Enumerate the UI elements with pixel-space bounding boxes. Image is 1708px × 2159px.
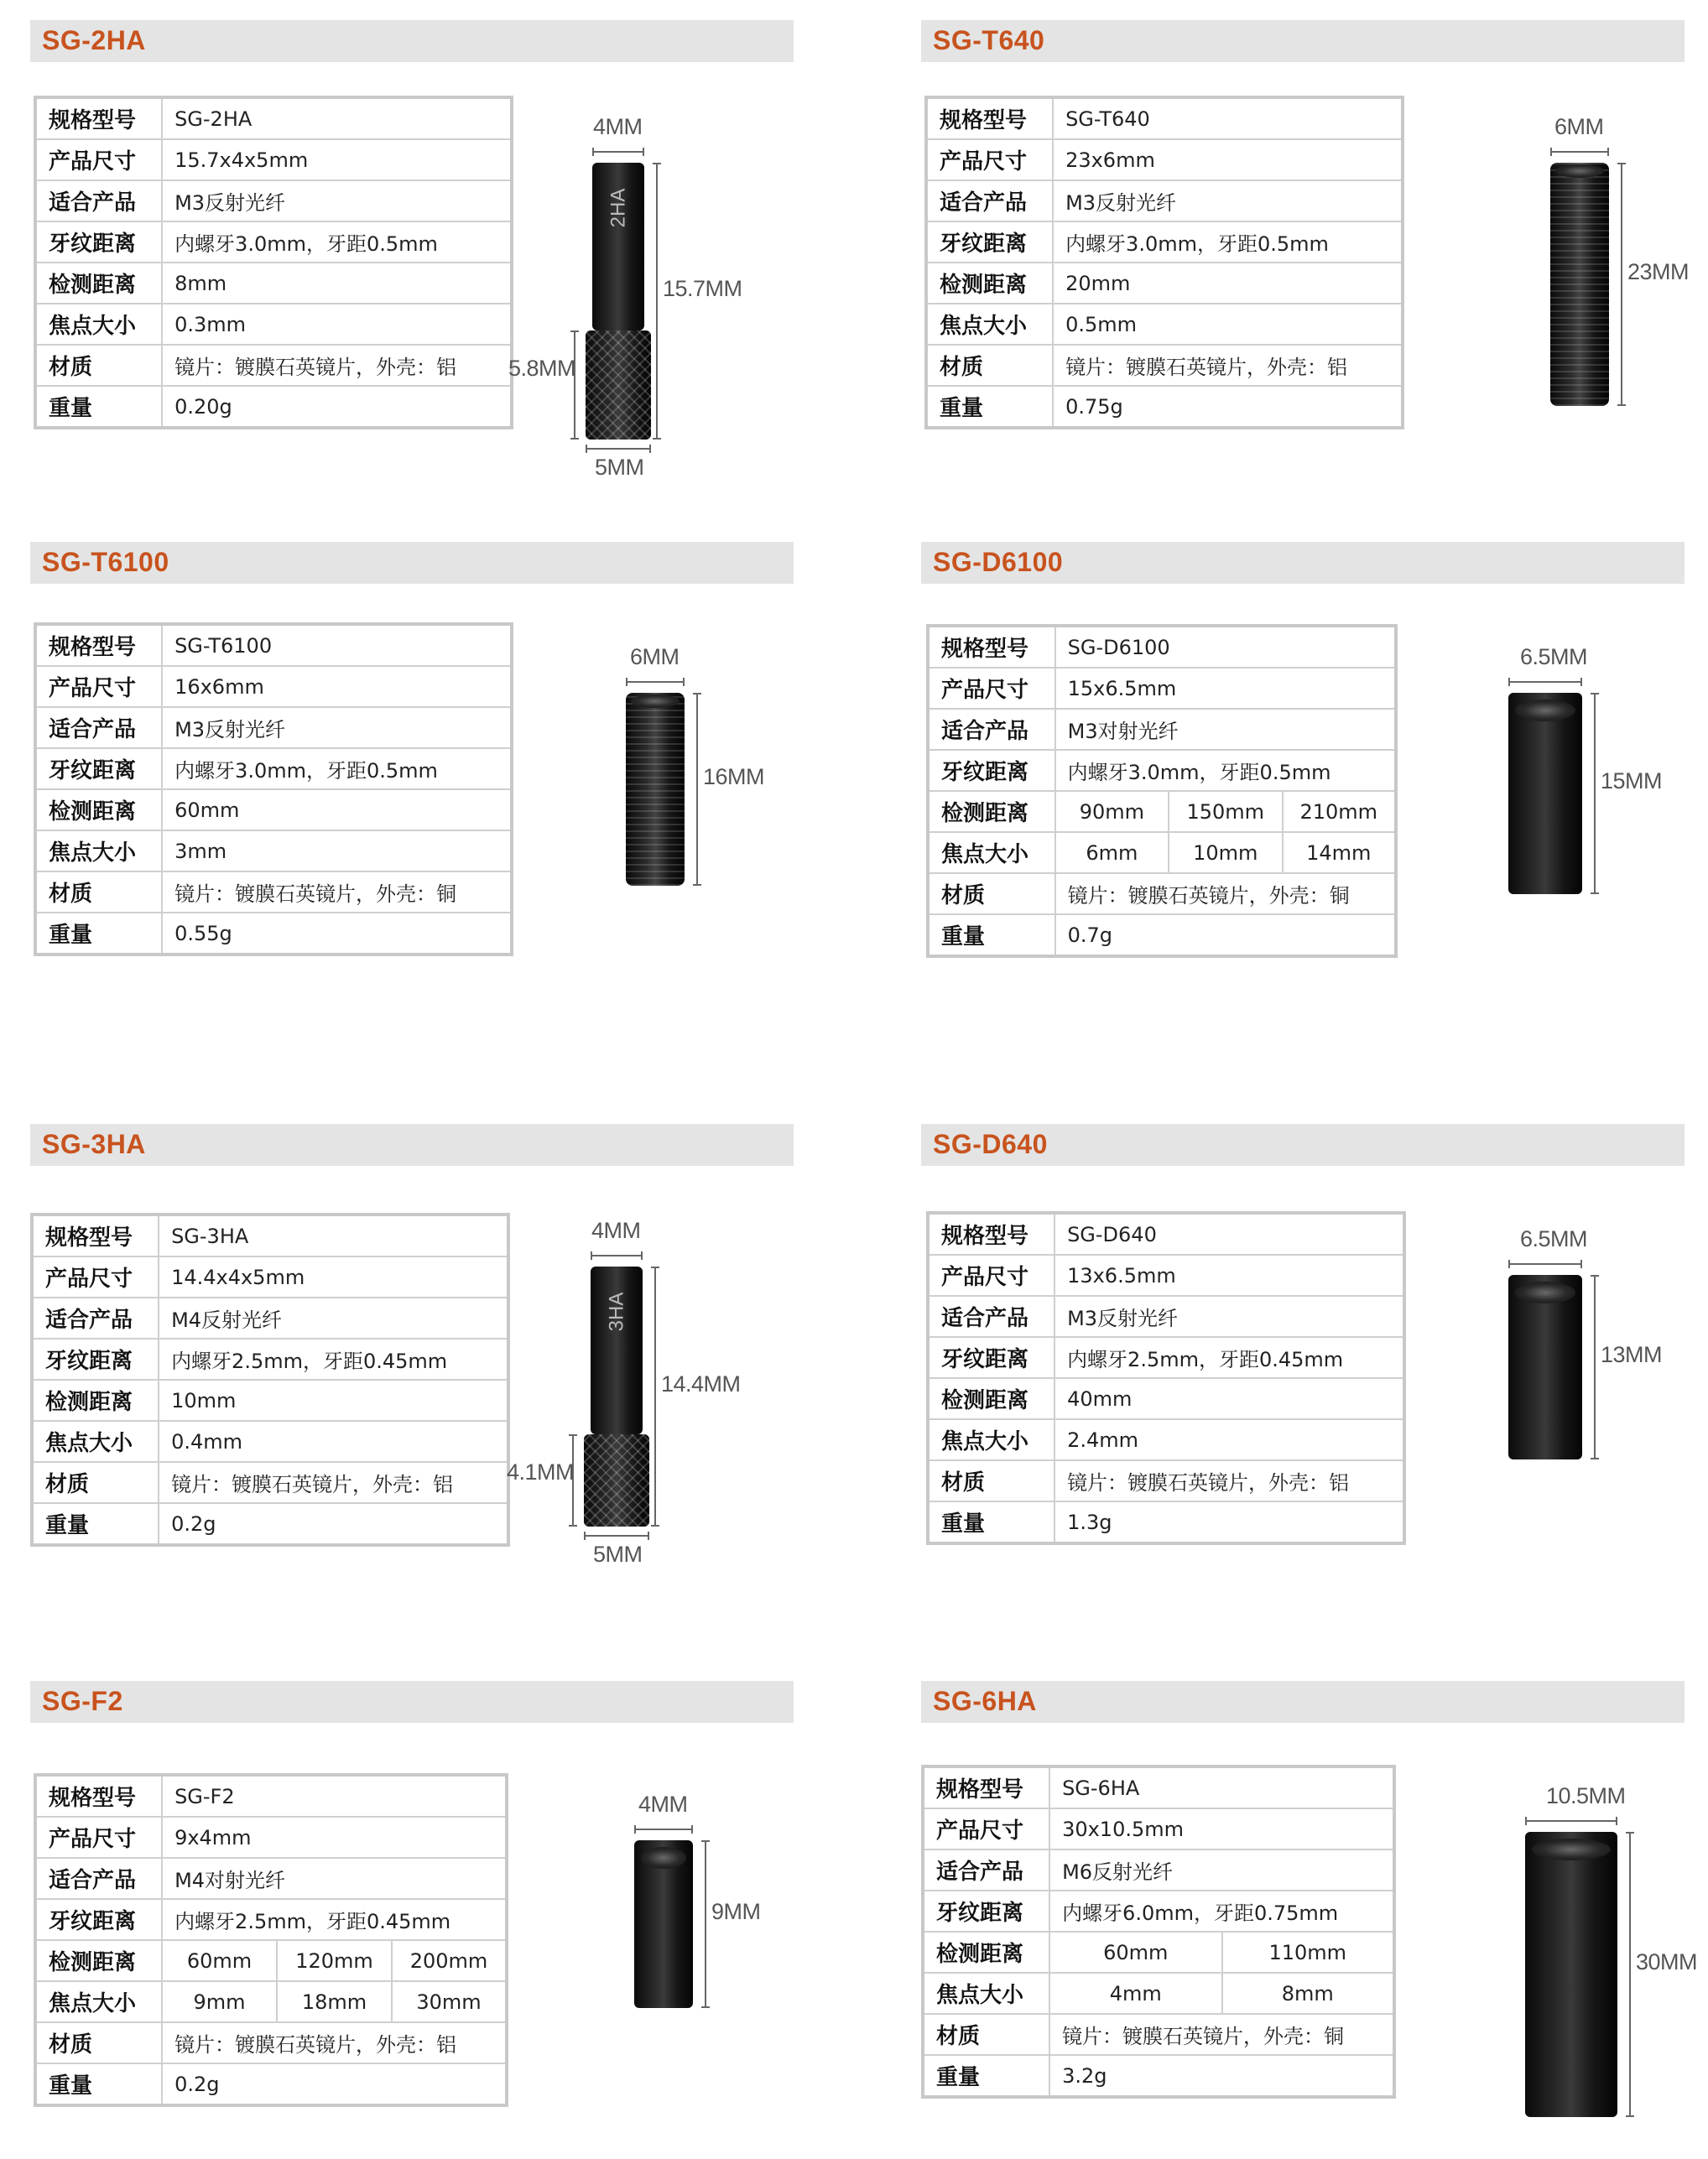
spec-value: 10mm <box>1169 832 1282 873</box>
spec-value: 镜片：镀膜石英镜片，外壳：铝 <box>1053 345 1403 386</box>
spec-label: 牙纹距离 <box>923 1891 1049 1932</box>
spec-label: 牙纹距离 <box>928 750 1055 791</box>
spec-label: 重量 <box>928 1501 1054 1543</box>
section-title: SG-2HA <box>42 25 146 55</box>
spec-value: 110mm <box>1222 1932 1394 1973</box>
width-dimension-line <box>1525 1817 1617 1825</box>
spec-row-spot <box>32 1421 508 1462</box>
spec-value: 镜片：镀膜石英镜片，外壳：铜 <box>162 871 512 913</box>
spec-value: 镜片：镀膜石英镜片，外壳：铝 <box>162 2022 507 2063</box>
spec-row-material <box>926 345 1403 386</box>
spec-row-spot <box>926 304 1403 345</box>
spec-label: 牙纹距离 <box>35 1899 162 1940</box>
spec-row-thread <box>35 1899 507 1940</box>
spec-row-material <box>928 873 1396 914</box>
spec-table <box>34 1773 508 2107</box>
spec-value: 40mm <box>1054 1378 1404 1419</box>
spec-value: 内螺牙3.0mm，牙距0.5mm <box>1055 750 1396 791</box>
width-label: 6MM <box>1554 114 1604 139</box>
spec-value: 0.75g <box>1053 386 1403 428</box>
spec-row-model <box>35 97 512 139</box>
spec-value: 8mm <box>1222 1973 1394 2014</box>
spec-value: 0.7g <box>1055 914 1396 956</box>
product-section <box>30 542 794 1012</box>
spec-row-material <box>32 1462 508 1503</box>
spec-label: 检测距离 <box>926 263 1053 304</box>
threaded-body <box>626 693 685 886</box>
width-dimension-line <box>634 1825 693 1834</box>
width-dimension-line <box>1508 1260 1582 1268</box>
spec-label: 材质 <box>35 2022 162 2063</box>
base-width-dimension-line <box>586 445 651 453</box>
spec-label: 适合产品 <box>35 707 162 748</box>
spec-value: 60mm <box>162 789 512 830</box>
spec-row-fiber <box>928 709 1396 750</box>
spec-value: M4对射光纤 <box>162 1858 507 1899</box>
width-label: 4MM <box>591 1218 641 1243</box>
width-label: 6.5MM <box>1520 644 1588 669</box>
spec-row-thread <box>928 1337 1404 1378</box>
spec-row-weight <box>928 914 1396 956</box>
cylinder-body <box>1525 1832 1617 2117</box>
section-title: SG-T6100 <box>42 547 169 577</box>
pin-lens-icon <box>507 1208 741 1569</box>
lens-face <box>631 695 680 708</box>
height-label: 13MM <box>1601 1342 1663 1367</box>
spec-label: 材质 <box>928 873 1055 914</box>
cylinder-body <box>1508 693 1582 894</box>
spec-value: 60mm <box>1049 1932 1221 1973</box>
spec-value: 镜片：镀膜石英镜片，外壳：铝 <box>1054 1460 1404 1501</box>
spec-row-spot <box>35 1981 507 2022</box>
spec-label: 焦点大小 <box>35 830 162 871</box>
lens-face <box>1555 164 1604 178</box>
spec-row-fiber <box>32 1298 508 1339</box>
spec-label: 适合产品 <box>923 1849 1049 1891</box>
spec-label: 适合产品 <box>32 1298 159 1339</box>
spec-value: 0.20g <box>162 386 512 428</box>
spec-row-material <box>35 2022 507 2063</box>
spec-row-fiber <box>928 1296 1404 1337</box>
spec-label: 产品尺寸 <box>35 139 162 180</box>
spec-value: M3反射光纤 <box>1054 1296 1404 1337</box>
spec-row-spot <box>928 832 1396 873</box>
product-section <box>30 1124 794 1594</box>
width-dimension-line <box>1508 678 1582 686</box>
spec-label: 检测距离 <box>923 1932 1049 1973</box>
spec-row-thread <box>35 221 512 263</box>
spec-value: 15x6.5mm <box>1055 668 1396 709</box>
spec-row-distance <box>926 263 1403 304</box>
spec-value: 210mm <box>1283 791 1397 832</box>
spec-label: 牙纹距离 <box>928 1337 1054 1378</box>
spec-row-size <box>928 668 1396 709</box>
spec-table <box>926 1211 1406 1545</box>
spec-row-weight <box>35 913 512 955</box>
lens-face <box>1515 1282 1575 1303</box>
cylinder-lens-icon <box>1458 1216 1663 1501</box>
spec-value: SG-T6100 <box>162 624 512 666</box>
spec-row-distance <box>32 1380 508 1421</box>
spec-value: 14.4x4x5mm <box>159 1256 508 1298</box>
spec-value: 13x6.5mm <box>1054 1255 1404 1296</box>
spec-row-spot <box>35 830 512 871</box>
width-dimension-line <box>591 1251 643 1260</box>
spec-value: 15.7x4x5mm <box>162 139 512 180</box>
spec-label: 规格型号 <box>923 1766 1049 1808</box>
cylinder-lens-icon <box>1475 1773 1698 2159</box>
spec-value: SG-D6100 <box>1055 626 1396 668</box>
spec-label: 材质 <box>35 345 162 386</box>
spec-label: 重量 <box>32 1503 159 1545</box>
spec-value: 内螺牙2.5mm，牙距0.45mm <box>162 1899 507 1940</box>
spec-value: 3mm <box>162 830 512 871</box>
spec-label: 适合产品 <box>928 1296 1054 1337</box>
lens-face <box>641 1847 686 1869</box>
spec-row-model <box>928 626 1396 668</box>
engraving-text: 2HA <box>607 188 630 228</box>
spec-label: 重量 <box>923 2055 1049 2097</box>
height-dimension-line <box>1626 1832 1634 2117</box>
spec-row-thread <box>35 748 512 789</box>
base-width-label: 5MM <box>595 455 644 480</box>
spec-row-material <box>928 1460 1404 1501</box>
height-dimension-line <box>653 163 661 440</box>
section-header <box>30 542 794 584</box>
spec-value: 镜片：镀膜石英镜片，外壳：铝 <box>159 1462 508 1503</box>
height-label: 15.7MM <box>663 276 742 301</box>
spec-value: M3对射光纤 <box>1055 709 1396 750</box>
threaded-lens-icon <box>1500 104 1690 448</box>
spec-label: 检测距离 <box>35 789 162 830</box>
spec-label: 检测距离 <box>32 1380 159 1421</box>
spec-value: SG-T640 <box>1053 97 1403 139</box>
spec-row-material <box>35 345 512 386</box>
section-title: SG-3HA <box>42 1129 146 1159</box>
spec-row-weight <box>928 1501 1404 1543</box>
width-label: 4MM <box>593 114 643 139</box>
spec-label: 产品尺寸 <box>923 1808 1049 1849</box>
section-title: SG-T640 <box>933 25 1045 55</box>
spec-table <box>34 96 513 429</box>
spec-value: 内螺牙3.0mm，牙距0.5mm <box>162 748 512 789</box>
spec-label: 材质 <box>923 2014 1049 2055</box>
spec-row-size <box>35 666 512 707</box>
section-header <box>30 20 794 62</box>
spec-row-material <box>35 871 512 913</box>
width-dimension-line <box>626 678 685 686</box>
spec-row-distance <box>928 791 1396 832</box>
section-title: SG-D640 <box>933 1129 1048 1159</box>
spec-label: 适合产品 <box>928 709 1055 750</box>
spec-row-fiber <box>35 707 512 748</box>
spec-row-model <box>928 1213 1404 1255</box>
threaded-lens-icon <box>575 634 765 928</box>
base-height-dimension-line <box>570 330 579 440</box>
spec-label: 重量 <box>35 913 162 955</box>
spec-row-weight <box>35 2063 507 2105</box>
spec-row-thread <box>923 1891 1394 1932</box>
spec-label: 材质 <box>926 345 1053 386</box>
spec-value: 0.2g <box>162 2063 507 2105</box>
spec-row-model <box>923 1766 1394 1808</box>
product-section <box>921 1124 1685 1594</box>
spec-row-thread <box>928 750 1396 791</box>
spec-label: 重量 <box>926 386 1053 428</box>
spec-label: 规格型号 <box>35 624 162 666</box>
spec-label: 重量 <box>35 386 162 428</box>
spec-label: 产品尺寸 <box>928 668 1055 709</box>
height-dimension-line <box>1591 693 1599 894</box>
base-width-dimension-line <box>584 1532 649 1540</box>
spec-value: 10mm <box>159 1380 508 1421</box>
spec-value: M6反射光纤 <box>1049 1849 1394 1891</box>
spec-label: 重量 <box>928 914 1055 956</box>
spec-value: 120mm <box>277 1940 392 1981</box>
spec-label: 牙纹距离 <box>35 221 162 263</box>
spec-value: 0.2g <box>159 1503 508 1545</box>
width-dimension-line <box>592 148 644 156</box>
spec-label: 产品尺寸 <box>32 1256 159 1298</box>
base-height-label: 4.1MM <box>507 1459 575 1485</box>
product-section <box>921 1681 1698 2151</box>
product-section <box>30 20 794 490</box>
spec-table <box>924 96 1404 429</box>
spec-value: 4mm <box>1049 1973 1221 2014</box>
spec-row-size <box>35 1817 507 1858</box>
spec-value: 镜片：镀膜石英镜片，外壳：铜 <box>1055 873 1396 914</box>
section-header <box>921 1124 1685 1166</box>
section-title: SG-D6100 <box>933 547 1064 577</box>
spec-value: 镜片：镀膜石英镜片，外壳：铜 <box>1049 2014 1394 2055</box>
spec-label: 适合产品 <box>35 1858 162 1899</box>
section-header <box>30 1681 794 1723</box>
spec-label: 焦点大小 <box>928 832 1055 873</box>
spec-value: 9mm <box>162 1981 277 2022</box>
base-height-label: 5.8MM <box>508 356 576 381</box>
spec-row-distance <box>923 1932 1394 1973</box>
spec-value: 0.4mm <box>159 1421 508 1462</box>
spec-row-fiber <box>35 180 512 221</box>
spec-row-distance <box>35 789 512 830</box>
spec-value: M3反射光纤 <box>1053 180 1403 221</box>
section-header <box>921 542 1685 584</box>
spec-label: 产品尺寸 <box>928 1255 1054 1296</box>
spec-value: 20mm <box>1053 263 1403 304</box>
spec-value: 镜片：镀膜石英镜片，外壳：铝 <box>162 345 512 386</box>
spec-value: SG-2HA <box>162 97 512 139</box>
spec-value: 0.55g <box>162 913 512 955</box>
spec-value: 内螺牙2.5mm，牙距0.45mm <box>159 1339 508 1380</box>
height-dimension-line <box>1617 163 1626 406</box>
spec-value: 23x6mm <box>1053 139 1403 180</box>
spec-value: 内螺牙3.0mm，牙距0.5mm <box>162 221 512 263</box>
spec-label: 适合产品 <box>35 180 162 221</box>
spec-row-spot <box>928 1419 1404 1460</box>
spec-value: 0.5mm <box>1053 304 1403 345</box>
spec-table <box>926 624 1398 958</box>
spec-label: 焦点大小 <box>926 304 1053 345</box>
spec-value: SG-D640 <box>1054 1213 1404 1255</box>
spec-label: 产品尺寸 <box>35 1817 162 1858</box>
spec-row-fiber <box>923 1849 1394 1891</box>
spec-label: 检测距离 <box>35 263 162 304</box>
spec-label: 焦点大小 <box>35 304 162 345</box>
height-label: 9MM <box>711 1899 761 1924</box>
width-label: 10.5MM <box>1546 1783 1626 1808</box>
spec-label: 规格型号 <box>32 1215 159 1256</box>
spec-row-material <box>923 2014 1394 2055</box>
product-section <box>30 1681 794 2151</box>
spec-row-spot <box>35 304 512 345</box>
spec-row-thread <box>32 1339 508 1380</box>
spec-value: 8mm <box>162 263 512 304</box>
spec-row-model <box>926 97 1403 139</box>
spec-label: 适合产品 <box>926 180 1053 221</box>
spec-label: 重量 <box>35 2063 162 2105</box>
lens-face <box>1532 1839 1611 1860</box>
height-dimension-line <box>1591 1275 1599 1459</box>
spec-value: 60mm <box>162 1940 277 1981</box>
spec-value: 0.3mm <box>162 304 512 345</box>
spec-table <box>34 622 513 956</box>
spec-row-size <box>923 1808 1394 1849</box>
cylinder-lens-icon <box>584 1782 768 2050</box>
spec-table <box>30 1213 510 1547</box>
spec-value: 内螺牙6.0mm，牙距0.75mm <box>1049 1891 1394 1932</box>
spec-row-weight <box>35 386 512 428</box>
section-title: SG-6HA <box>933 1686 1037 1716</box>
height-label: 30MM <box>1636 1949 1698 1974</box>
spec-value: 2.4mm <box>1054 1419 1404 1460</box>
spec-value: 内螺牙2.5mm，牙距0.45mm <box>1054 1337 1404 1378</box>
spec-row-distance <box>928 1378 1404 1419</box>
spec-label: 牙纹距离 <box>35 748 162 789</box>
spec-value: SG-3HA <box>159 1215 508 1256</box>
spec-value: 内螺牙3.0mm，牙距0.5mm <box>1053 221 1403 263</box>
spec-label: 规格型号 <box>928 626 1055 668</box>
spec-row-size <box>928 1255 1404 1296</box>
spec-value: 14mm <box>1283 832 1397 873</box>
spec-label: 规格型号 <box>926 97 1053 139</box>
spec-value: 30mm <box>392 1981 507 2022</box>
product-section <box>921 20 1690 490</box>
height-label: 14.4MM <box>661 1371 741 1397</box>
width-label: 4MM <box>638 1792 688 1817</box>
spec-label: 焦点大小 <box>923 1973 1049 2014</box>
spec-value: SG-F2 <box>162 1775 507 1817</box>
section-header <box>921 1681 1685 1723</box>
engraving-text: 3HA <box>605 1292 628 1332</box>
spec-label: 牙纹距离 <box>926 221 1053 263</box>
width-label: 6.5MM <box>1520 1226 1588 1251</box>
spec-value: 1.3g <box>1054 1501 1404 1543</box>
spec-label: 产品尺寸 <box>926 139 1053 180</box>
spec-row-spot <box>923 1973 1394 2014</box>
spec-value: M3反射光纤 <box>162 707 512 748</box>
spec-label: 检测距离 <box>928 791 1055 832</box>
base-width-label: 5MM <box>593 1542 643 1567</box>
width-label: 6MM <box>630 644 680 669</box>
spec-row-weight <box>32 1503 508 1545</box>
spec-value: M3反射光纤 <box>162 180 512 221</box>
spec-row-size <box>926 139 1403 180</box>
spec-label: 检测距离 <box>928 1378 1054 1419</box>
spec-row-weight <box>923 2055 1394 2097</box>
height-label: 23MM <box>1627 259 1690 284</box>
spec-row-fiber <box>35 1858 507 1899</box>
height-dimension-line <box>693 693 701 886</box>
threaded-body <box>1550 163 1609 406</box>
spec-value: SG-6HA <box>1049 1766 1394 1808</box>
pin-lens-icon <box>508 104 742 481</box>
spec-row-distance <box>35 263 512 304</box>
spec-value: 30x10.5mm <box>1049 1808 1394 1849</box>
section-title: SG-F2 <box>42 1686 123 1716</box>
spec-row-weight <box>926 386 1403 428</box>
section-header <box>30 1124 794 1166</box>
spec-label: 规格型号 <box>35 97 162 139</box>
spec-value: 90mm <box>1055 791 1169 832</box>
spec-row-model <box>35 624 512 666</box>
cylinder-lens-icon <box>1458 634 1663 936</box>
spec-label: 牙纹距离 <box>32 1339 159 1380</box>
height-dimension-line <box>701 1840 710 2008</box>
width-dimension-line <box>1550 148 1609 156</box>
spec-row-size <box>35 139 512 180</box>
knurled-base <box>584 1434 649 1527</box>
spec-value: 6mm <box>1055 832 1169 873</box>
spec-value: 150mm <box>1169 791 1282 832</box>
spec-row-fiber <box>926 180 1403 221</box>
height-label: 15MM <box>1601 768 1663 793</box>
spec-label: 规格型号 <box>928 1213 1054 1255</box>
spec-label: 焦点大小 <box>32 1421 159 1462</box>
height-label: 16MM <box>703 764 765 789</box>
spec-label: 产品尺寸 <box>35 666 162 707</box>
spec-label: 材质 <box>35 871 162 913</box>
spec-label: 检测距离 <box>35 1940 162 1981</box>
spec-value: 16x6mm <box>162 666 512 707</box>
product-section <box>921 542 1685 1012</box>
spec-value: 9x4mm <box>162 1817 507 1858</box>
spec-row-model <box>35 1775 507 1817</box>
spec-label: 焦点大小 <box>928 1419 1054 1460</box>
spec-value: 18mm <box>277 1981 392 2022</box>
spec-row-model <box>32 1215 508 1256</box>
spec-label: 材质 <box>32 1462 159 1503</box>
height-dimension-line <box>651 1267 659 1527</box>
spec-value: 3.2g <box>1049 2055 1394 2097</box>
spec-row-thread <box>926 221 1403 263</box>
lens-face <box>1515 700 1575 721</box>
spec-value: M4反射光纤 <box>159 1298 508 1339</box>
spec-value: 200mm <box>392 1940 507 1981</box>
spec-label: 规格型号 <box>35 1775 162 1817</box>
spec-row-size <box>32 1256 508 1298</box>
spec-label: 焦点大小 <box>35 1981 162 2022</box>
knurled-base <box>586 330 651 440</box>
spec-row-distance <box>35 1940 507 1981</box>
section-header <box>921 20 1685 62</box>
spec-table <box>921 1765 1396 2099</box>
spec-label: 材质 <box>928 1460 1054 1501</box>
